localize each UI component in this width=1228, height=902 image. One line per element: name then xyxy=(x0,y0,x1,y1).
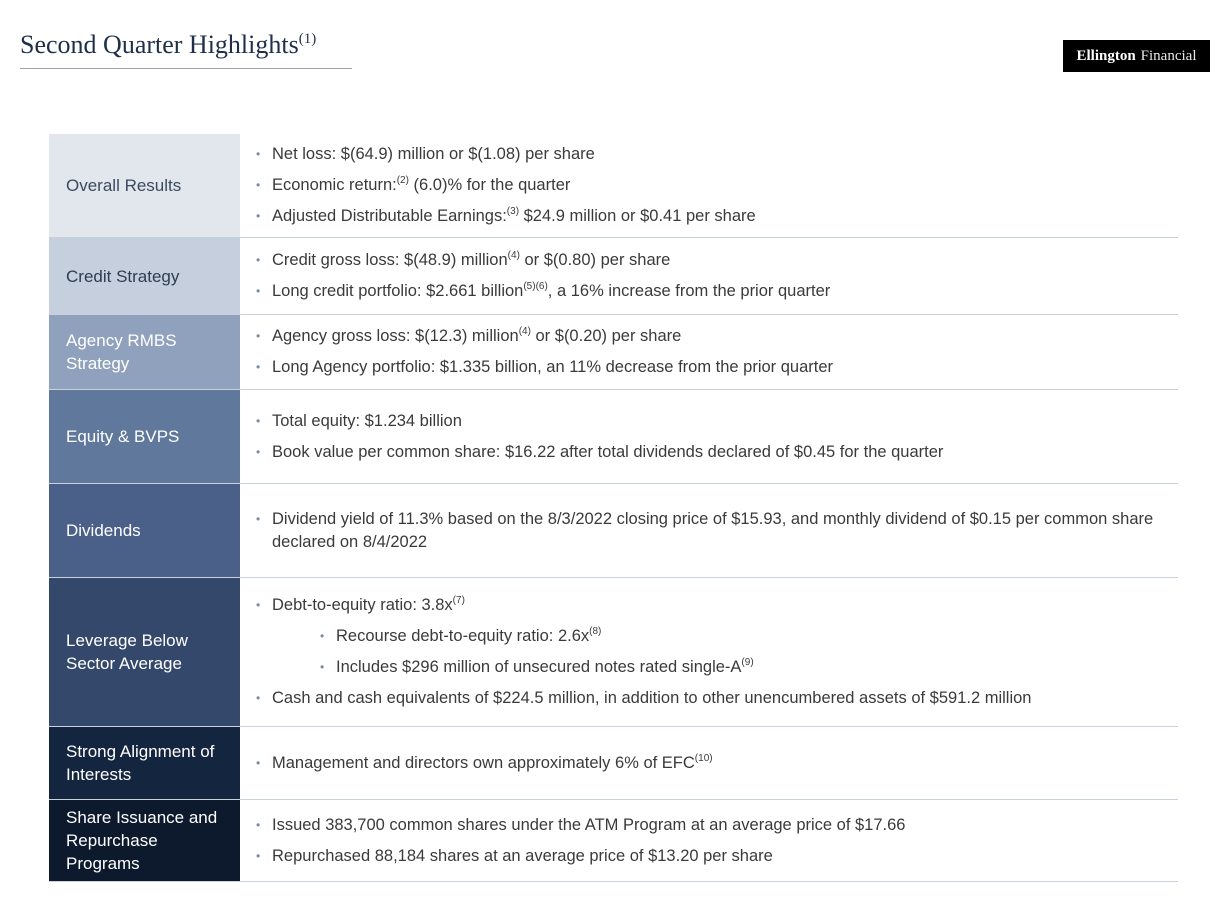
bullet-item xyxy=(254,280,1160,303)
bullet-text: Debt-to-equity ratio: 3.8x xyxy=(272,596,453,614)
footnote-ref: (8) xyxy=(589,626,602,637)
bullet-text-tail: or $(0.20) per share xyxy=(530,327,682,345)
row-label: Strong Alignment of Interests xyxy=(49,727,240,799)
bullet-text: Issued 383,700 common shares under the ATM Program at an average price of $17.66 xyxy=(272,815,906,834)
bullet-item xyxy=(254,814,1160,837)
footnote-ref: (9) xyxy=(741,657,754,668)
sub-bullet-item xyxy=(318,656,1160,679)
bullet-text: Book value per common share: $16.22 after total dividends declared of $0.45 for the quarter xyxy=(272,442,944,461)
footnote-ref: (7) xyxy=(452,595,465,606)
bullet-item xyxy=(254,205,1160,228)
bullet-text-tail: (6.0)% for the quarter xyxy=(408,176,571,194)
bullet-text-tail: $24.9 million or $0.41 per share xyxy=(519,207,756,225)
row-content xyxy=(240,238,1178,314)
row-content xyxy=(240,727,1178,799)
bullet-item xyxy=(254,174,1160,197)
bullet-text: Agency gross loss: $(12.3) million xyxy=(272,327,519,345)
title-underline xyxy=(20,68,352,69)
page-title-text: Second Quarter Highlights xyxy=(20,30,299,59)
highlights-table xyxy=(49,134,1178,882)
highlight-row xyxy=(49,800,1178,882)
page-title xyxy=(20,30,316,60)
bullet-text: Repurchased 88,184 shares at an average price of $13.20 per share xyxy=(272,846,773,865)
title-footnote: (1) xyxy=(298,31,317,47)
bullet-text: Total equity: $1.234 billion xyxy=(272,411,462,430)
row-content xyxy=(240,315,1178,389)
highlight-row xyxy=(49,238,1178,315)
bullet-text: Recourse debt-to-equity ratio: 2.6x xyxy=(336,627,590,645)
footnote-ref: (2) xyxy=(396,175,409,186)
row-content xyxy=(240,390,1178,483)
row-label: Leverage Below Sector Average xyxy=(49,578,240,726)
row-label: Share Issuance and Repurchase Programs xyxy=(49,800,240,881)
bullet-item xyxy=(254,687,1160,710)
highlight-row xyxy=(49,578,1178,727)
bullet-text: Dividend yield of 11.3% based on the 8/3/2022 closing price of $15.93, and monthly dividend of $0.15 per common share declared on 8/4/2022 xyxy=(272,509,1154,551)
bullet-text-tail: , a 16% increase from the prior quarter xyxy=(547,282,831,300)
row-content xyxy=(240,800,1178,881)
highlight-row xyxy=(49,727,1178,800)
bullet-item xyxy=(254,845,1160,868)
sub-bullet-item xyxy=(318,625,1160,648)
bullet-text: Adjusted Distributable Earnings: xyxy=(272,207,507,225)
footnote-ref: (4) xyxy=(518,326,531,337)
bullet-text: Long Agency portfolio: $1.335 billion, an 11% decrease from the prior quarter xyxy=(272,358,834,376)
bullet-text: Net loss: $(64.9) million or $(1.08) per share xyxy=(272,145,595,163)
bullet-text: Economic return: xyxy=(272,176,397,194)
footnote-ref: (3) xyxy=(506,206,520,217)
bullet-item xyxy=(254,594,1160,617)
highlight-row xyxy=(49,315,1178,390)
row-label: Dividends xyxy=(49,484,240,577)
bullet-text: Includes $296 million of unsecured notes rated single-A xyxy=(336,658,742,676)
bullet-item xyxy=(254,249,1160,272)
row-label: Equity & BVPS xyxy=(49,390,240,483)
bullet-text-tail: or $(0.80) per share xyxy=(519,251,671,269)
highlight-row xyxy=(49,484,1178,578)
bullet-item xyxy=(254,325,1160,348)
logo-light-text: Financial xyxy=(1140,47,1197,64)
footnote-ref: (4) xyxy=(507,250,520,261)
highlight-row xyxy=(49,390,1178,484)
bullet-item xyxy=(254,508,1160,554)
bullet-text: Management and directors own approximately 6% of EFC xyxy=(272,753,695,772)
bullet-text: Credit gross loss: $(48.9) million xyxy=(272,251,508,269)
row-content xyxy=(240,484,1178,577)
logo-bold-text: Ellington xyxy=(1076,47,1136,64)
row-label: Overall Results xyxy=(49,134,240,237)
row-content xyxy=(240,578,1178,726)
bullet-item xyxy=(254,752,1160,775)
row-content xyxy=(240,134,1178,237)
row-label: Agency RMBS Strategy xyxy=(49,315,240,389)
ellington-financial-logo xyxy=(1063,40,1210,72)
bullet-item xyxy=(254,441,1160,464)
bullet-item xyxy=(254,143,1160,166)
footnote-ref: (10) xyxy=(694,752,713,764)
bullet-text: Long credit portfolio: $2.661 billion xyxy=(272,282,524,300)
row-label: Credit Strategy xyxy=(49,238,240,314)
bullet-item xyxy=(254,356,1160,379)
bullet-item xyxy=(254,410,1160,433)
footnote-ref: (5)(6) xyxy=(523,281,548,292)
highlight-row xyxy=(49,134,1178,238)
bullet-text: Cash and cash equivalents of $224.5 million, in addition to other unencumbered assets of $591.2 million xyxy=(272,689,1032,707)
